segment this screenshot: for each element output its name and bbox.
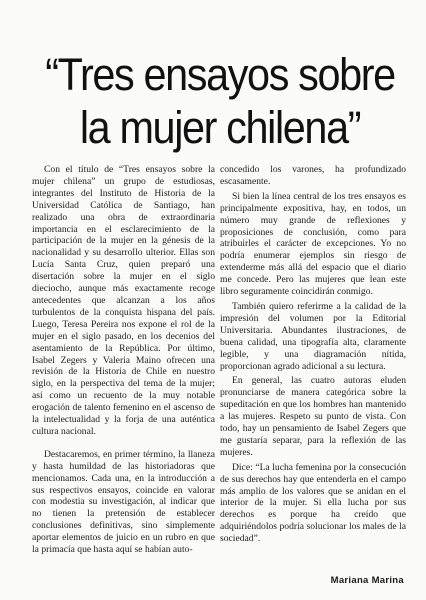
paragraph: También quiero referirme a la calidad de la impresión del volumen por la Editorial Universitaria. Abundantes ilustraciones, de buena calidad, una tipografía alta, claramente legible, y una diagramación nítida, proporcionan agrado adicional a su lectura. — [220, 300, 406, 372]
headline-line-2: la mujer chilena” — [79, 102, 361, 154]
paragraph: En general, las cuatro autoras eluden pronunciarse de manera categórica sobre la supeditación en que los hombres han mantenido a las mujeres. Respeto su punto de vista. Con todo, hay un pensamiento de Isabel Zegers que me gustaría separar, para la reflexión de las mujeres. — [220, 375, 406, 458]
article-headline — [45, 48, 395, 154]
author-byline: Mariana Marina — [330, 575, 404, 586]
paragraph: Si bien la línea central de los tres ensayos es principalmente expositiva, hay, en todos, un número muy grande de reflexiones y proposiciones de conclusión, como para atribuirles el carácter de excepciones. Yo no podría enumerar ejemplos sin riesgo de extenderme más allá del espacio que el diario me concede. Pero las mujeres que lean este libro seguramente coincidirán conmigo. — [220, 190, 406, 298]
paragraph-continued: concedido los varones, ha profundizado escasamente. — [220, 164, 406, 187]
paragraph: Dice: “La lucha femenina por la consecución de sus derechos hay que entenderla en el campo más amplio de los valores que se anidan en el interior de la mujer. Si ella lucha por sus derechos es porque ha creído que adquiriéndolos podría solucionar los males de la sociedad”. — [220, 461, 406, 545]
right-column — [220, 164, 406, 545]
paragraph: Destacaremos, en primer término, la llaneza y hasta humildad de las historiadoras que mencionamos. Cada una, en la introducción a sus respectivos ensayos, coincide en valorar con modestia su investigación, al indicar que no tienen la pretensión de establecer conclusiones definitivas, sino simplemente aportar elementos de juicio en un rubro en que la primacía que hasta aquí se habían auto- — [32, 448, 215, 556]
left-column — [32, 164, 215, 556]
headline-line-1: “Tres ensayos sobre — [45, 49, 395, 101]
paragraph: Con el título de “Tres ensayos sobre la mujer chilena” un grupo de estudiosas, integrantes del Instituto de Historia de la Universidad Católica de Santiago, han realizado una obra de extraordinaria importancia en el esclarecimiento de la participación de la mujer en la génesis de la nacionalidad y su desarrollo ulterior. Ellas son Lucía Santa Cruz, quien preparó una disertación sobre la mujer en el siglo dieciocho, aunque más exactamente recoge antecedentes que alcanzan a los años turbulentos de la conquista hispana del país. Luego, Teresa Pereira nos expone el rol de la mujer en el siglo pasado, en los decenios del asentamiento de la República. Por último, Isabel Zegers y Valeria Maino ofrecen una revisión de la Historia de Chile en nuestro siglo, en la perspectiva del tema de la mujer; así como un recuento de la muy notable erogación de talento femenino en el ascenso de la intelectualidad y la forja de una auténtica cultura nacional. — [32, 164, 215, 437]
